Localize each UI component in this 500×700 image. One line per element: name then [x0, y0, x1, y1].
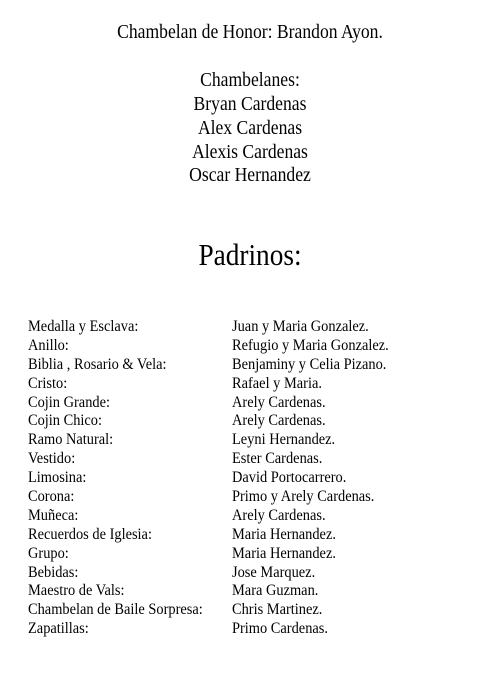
padrino-role: Cristo: [28, 374, 68, 392]
padrino-name: Maria Hernandez. [232, 525, 336, 543]
padrino-name: Primo y Arely Cardenas. [232, 488, 375, 506]
padrinos-heading: Padrinos: [198, 237, 302, 272]
padrino-name: Arely Cardenas. [232, 506, 326, 524]
padrino-name: Arely Cardenas. [232, 393, 326, 411]
padrino-role: Bebidas: [28, 563, 79, 581]
list-item [28, 620, 488, 639]
padrino-name: Ester Cardenas. [232, 450, 323, 468]
padrino-role: Zapatillas: [28, 620, 89, 638]
padrino-role: Muñeca: [28, 506, 79, 524]
list-item [28, 394, 488, 413]
list-item [28, 526, 488, 545]
list-item [28, 545, 488, 564]
honor-chambelan-line: Chambelan de Honor: Brandon Ayon. [117, 21, 383, 43]
list-item [28, 375, 488, 394]
padrino-role: Cojin Grande: [28, 393, 110, 411]
list-item [28, 337, 488, 356]
padrino-name: Benjaminy y Celia Pizano. [232, 355, 387, 373]
padrino-role: Medalla y Esclava: [28, 318, 139, 335]
chambelan-name: Alexis Cardenas [192, 141, 308, 163]
padrino-role: Grupo: [28, 544, 69, 562]
padrino-name: Rafael y Maria. [232, 374, 322, 392]
list-item [28, 469, 488, 488]
list-item [28, 564, 488, 583]
chambelan-name: Alex Cardenas [197, 117, 303, 139]
list-item [28, 582, 488, 601]
list-item [28, 318, 488, 337]
list-item [28, 450, 488, 469]
padrino-role: Chambelan de Baile Sorpresa: [28, 601, 203, 619]
chambelanes-title: Chambelanes: [200, 69, 300, 91]
padrino-role: Maestro de Vals: [28, 582, 125, 600]
padrino-role: Biblia , Rosario & Vela: [28, 355, 167, 373]
padrino-role: Anillo: [28, 336, 69, 354]
padrino-name: Jose Marquez. [232, 563, 316, 581]
padrino-role: Corona: [28, 488, 75, 506]
padrino-role: Recuerdos de Iglesia: [28, 525, 152, 543]
padrino-role: Vestido: [28, 450, 76, 468]
padrinos-list [28, 318, 488, 639]
padrino-name: Mara Guzman. [232, 582, 319, 600]
list-item [28, 601, 488, 620]
list-item [28, 431, 488, 450]
chambelan-name: Bryan Cardenas [193, 93, 307, 115]
padrino-name: Primo Cardenas. [232, 620, 328, 638]
padrino-role: Cojin Chico: [28, 412, 103, 430]
list-item [28, 356, 488, 375]
padrino-name: Juan y Maria Gonzalez. [232, 318, 369, 335]
list-item [28, 488, 488, 507]
list-item [28, 412, 488, 431]
padrino-name: Refugio y Maria Gonzalez. [232, 336, 389, 354]
chambelan-name: Oscar Hernandez [189, 164, 311, 186]
padrino-name: Leyni Hernandez. [232, 431, 336, 449]
padrino-role: Limosina: [28, 469, 87, 487]
padrino-name: Arely Cardenas. [232, 412, 326, 430]
padrino-role: Ramo Natural: [28, 431, 114, 449]
padrino-name: David Portocarrero. [232, 469, 347, 487]
padrino-name: Chris Martinez. [232, 601, 323, 619]
padrino-name: Maria Hernandez. [232, 544, 336, 562]
list-item [28, 507, 488, 526]
